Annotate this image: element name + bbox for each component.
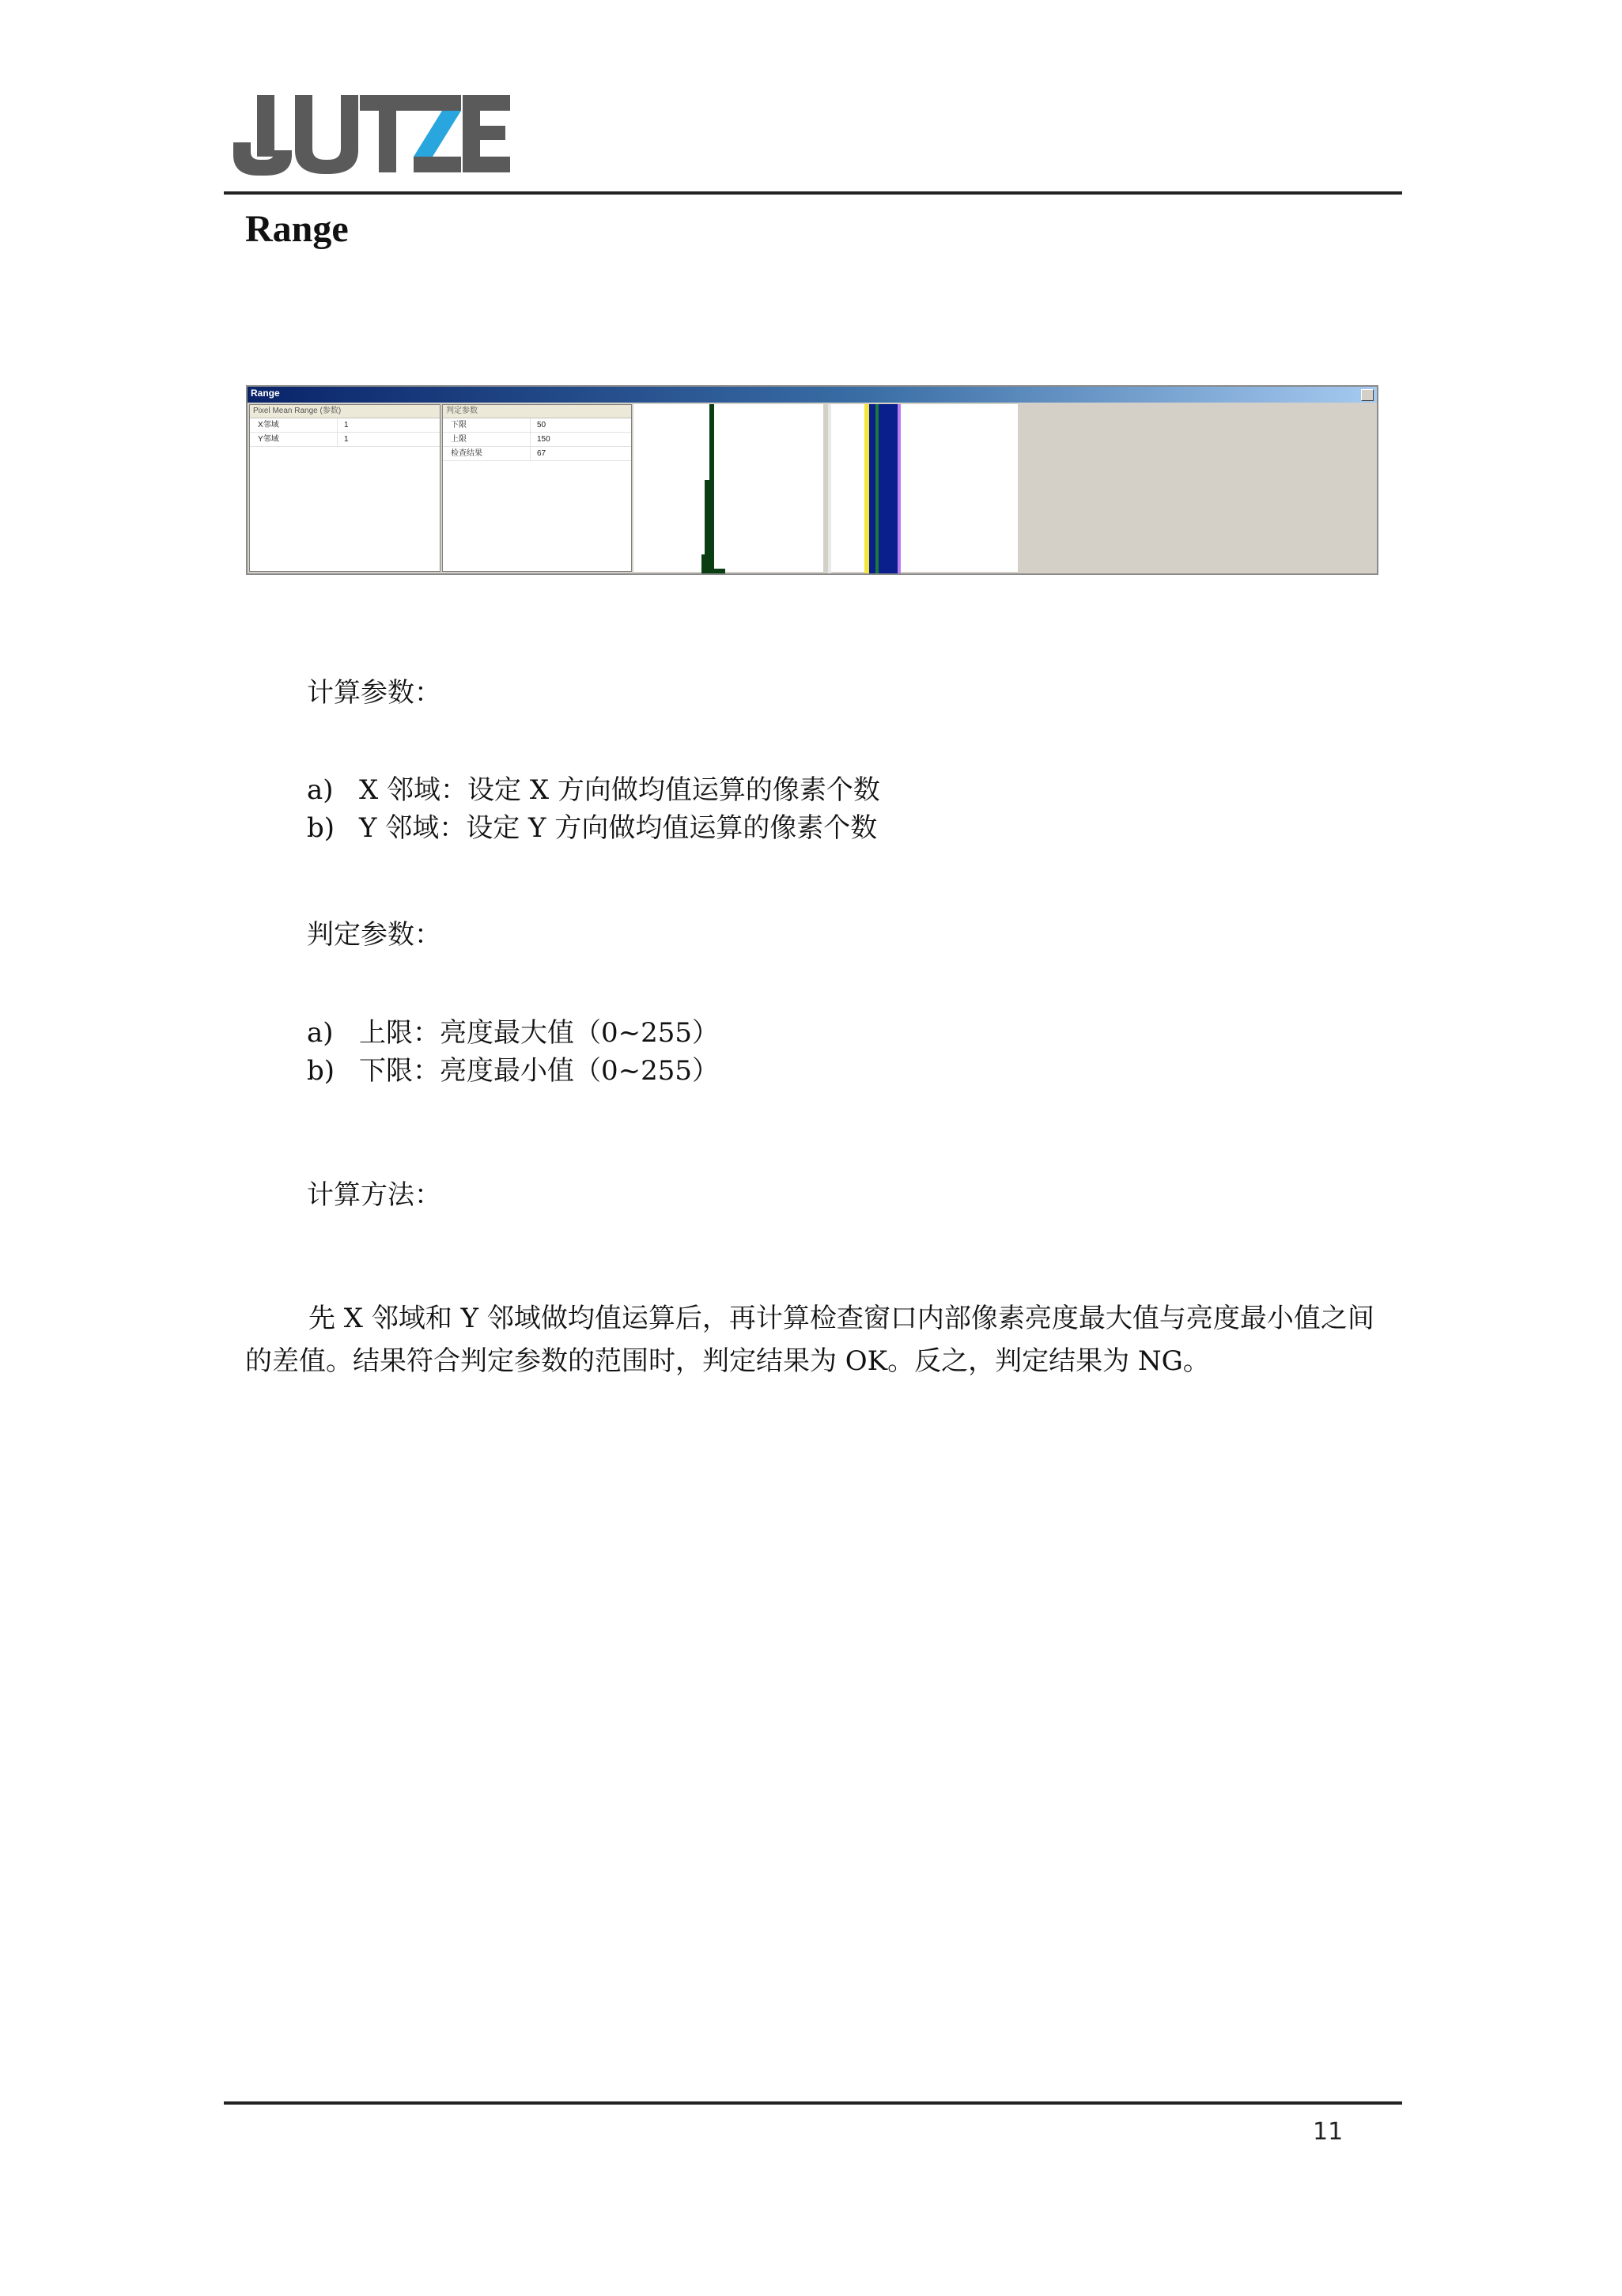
list-item — [307, 1014, 719, 1053]
histogram-graphic — [633, 404, 823, 573]
param-key: 下限 — [443, 418, 531, 432]
range-tool-screenshot — [246, 385, 1378, 575]
result-value: 67 — [537, 449, 546, 458]
panel-header: Pixel Mean Range (参数) — [250, 405, 440, 418]
param-row — [443, 447, 631, 461]
calc-params-heading: 计算参数： — [307, 677, 441, 709]
param-row[interactable] — [443, 418, 631, 433]
param-row[interactable] — [250, 433, 440, 447]
judge-param-panel — [442, 404, 632, 572]
list-label: a) — [307, 774, 334, 806]
list-item — [307, 809, 877, 848]
param-value[interactable]: 50 — [537, 421, 546, 429]
intensity-band-view — [828, 404, 1018, 572]
window-title: Range — [251, 388, 280, 399]
param-value[interactable]: 1 — [344, 435, 349, 444]
param-key: 检查结果 — [443, 447, 531, 460]
header-rule — [224, 191, 1402, 195]
param-key: Y邻域 — [250, 433, 338, 446]
list-text: 上限：亮度最大值（0~255） — [359, 1017, 720, 1049]
panel-header: 判定参数 — [443, 405, 631, 418]
list-text: 下限：亮度最小值（0~255） — [359, 1055, 720, 1087]
param-key: X邻域 — [250, 418, 338, 432]
close-icon[interactable] — [1361, 389, 1374, 401]
judge-params-heading: 判定参数： — [307, 919, 441, 951]
calc-param-panel — [249, 404, 440, 572]
param-row[interactable] — [443, 433, 631, 447]
window-titlebar — [248, 387, 1377, 403]
list-text: Y 邻域：设定 Y 方向做均值运算的像素个数 — [359, 812, 878, 844]
page-title: Range — [245, 208, 349, 250]
page-number: 11 — [1313, 2118, 1344, 2146]
method-heading: 计算方法： — [307, 1179, 441, 1211]
list-item — [307, 1052, 719, 1091]
method-paragraph — [245, 1297, 1384, 1383]
band-graphic — [828, 404, 1018, 573]
list-label: a) — [307, 1017, 334, 1049]
list-label: b) — [307, 1055, 335, 1087]
list-label: b) — [307, 812, 335, 844]
method-body: 先 X 邻域和 Y 邻域做均值运算后，再计算检查窗口内部像素亮度最大值与亮度最小值之间的差值。结果符合判定参数的范围时，判定结果为 OK。反之，判定结果为 NG。 — [245, 1303, 1374, 1377]
param-value[interactable]: 1 — [344, 421, 349, 429]
jutze-logo — [233, 89, 510, 176]
list-text: X 邻域：设定 X 方向做均值运算的像素个数 — [359, 774, 880, 806]
param-row[interactable] — [250, 418, 440, 433]
param-key: 上限 — [443, 433, 531, 446]
histogram-view — [633, 404, 823, 572]
footer-rule — [224, 2101, 1402, 2105]
list-item — [307, 771, 880, 810]
param-value[interactable]: 150 — [537, 435, 550, 444]
